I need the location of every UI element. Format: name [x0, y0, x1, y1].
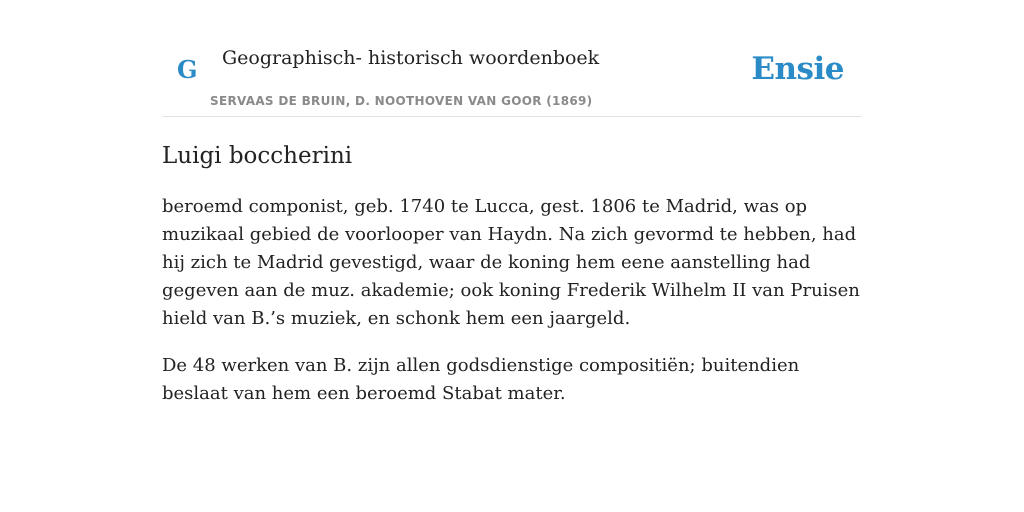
page-container: [162, 0, 862, 427]
book-authors: SERVAAS DE BRUIN, D. NOOTHOVEN VAN GOOR (1869): [210, 94, 593, 108]
entry-paragraph: De 48 werken van B. zijn allen godsdienstige compositiën; buitendien beslaat van hem een beroemd Stabat mater.: [162, 355, 800, 404]
ensie-logo[interactable]: Ensie: [751, 51, 844, 87]
entry-body: [162, 193, 862, 408]
book-letter-badge[interactable]: G: [177, 55, 198, 84]
entry-paragraph: beroemd componist, geb. 1740 te Lucca, gest. 1806 te Madrid, was op muzikaal gebied de voorlooper van Haydn. Na zich gevormd te hebben, had hij zich te Madrid gevestigd, waar de koning hem eene aanstelling had gegeven aan de muz. akademie; ook koning Frederik Wilhelm II van Pruisen hield van B.’s muziek, en schonk hem een jaargeld.: [162, 196, 860, 329]
book-header: [162, 0, 862, 117]
book-title-link[interactable]: Geographisch- historisch woordenboek: [222, 47, 600, 69]
entry-title: Luigi boccherini: [162, 143, 353, 169]
